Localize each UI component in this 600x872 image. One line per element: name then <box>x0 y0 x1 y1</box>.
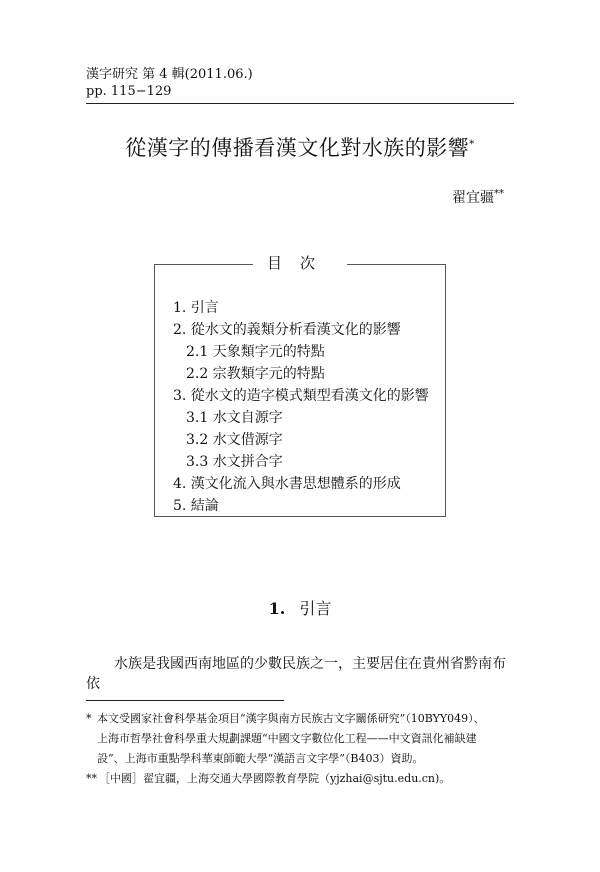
footnote <box>86 769 524 789</box>
toc-item: 3.2 水文借源字 <box>186 432 283 448</box>
toc-item: 3.1 水文自源字 <box>186 410 283 426</box>
journal-pages: pp. 115−129 <box>86 84 172 99</box>
toc-item: 1. 引言 <box>173 300 219 316</box>
footnote-marker: ** <box>86 772 97 785</box>
footnote-marker: * <box>86 712 92 725</box>
toc-item: 2.2 宗教類字元的特點 <box>186 366 325 382</box>
footnote-line: 上海市哲學社會科學重大規劃課題“中國文字數位化工程——中文資訊化補缺建 <box>97 732 477 745</box>
paper-title <box>0 132 600 162</box>
table-of-contents <box>154 254 446 517</box>
toc-item: 4. 漢文化流入與水書思想體系的形成 <box>173 476 401 492</box>
toc-list <box>173 297 429 517</box>
author-name: 翟宜疆 <box>452 190 494 206</box>
toc-item: 5. 結論 <box>173 498 219 514</box>
toc-item: 2.1 天象類字元的特點 <box>186 344 325 360</box>
author <box>452 187 504 207</box>
footnotes <box>86 709 524 789</box>
footnote-rule <box>86 700 284 701</box>
footnote <box>86 709 524 769</box>
author-footnote-mark: ** <box>494 188 504 200</box>
journal-name-issue: 漢字研究 第 4 輯(2011.06.) <box>86 67 253 82</box>
header-rule <box>86 103 514 104</box>
section-number: 1. <box>268 599 286 618</box>
toc-item: 2. 從水文的義類分析看漢文化的影響 <box>173 322 401 338</box>
toc-title <box>155 252 445 273</box>
title-footnote-mark: * <box>469 139 475 150</box>
footnote-line: 本文受國家社會科學基金項目“漢字與南方民族古文字關係研究”（10BYY049）、 <box>97 712 485 725</box>
toc-item: 3.3 水文拼合字 <box>186 454 283 470</box>
toc-heading: 目次 <box>253 254 347 272</box>
section-title: 引言 <box>299 599 332 618</box>
journal-header <box>86 66 253 100</box>
footnote-line: ［中國］翟宜疆，上海交通大學國際教育學院（yjzhai@sjtu.edu.cn)。 <box>99 772 451 785</box>
body-paragraph: 水族是我國西南地區的少數民族之一，主要居住在貴州省黔南布依 <box>86 656 506 692</box>
section-heading <box>0 596 600 619</box>
paper-title-text: 從漢字的傳播看漢文化對水族的影響 <box>125 136 470 160</box>
toc-item: 3. 從水文的造字模式類型看漢文化的影響 <box>173 388 429 404</box>
footnote-line: 設”、上海市重點學科華東師範大學“漢語言文字學”（B403）資助。 <box>97 752 424 765</box>
